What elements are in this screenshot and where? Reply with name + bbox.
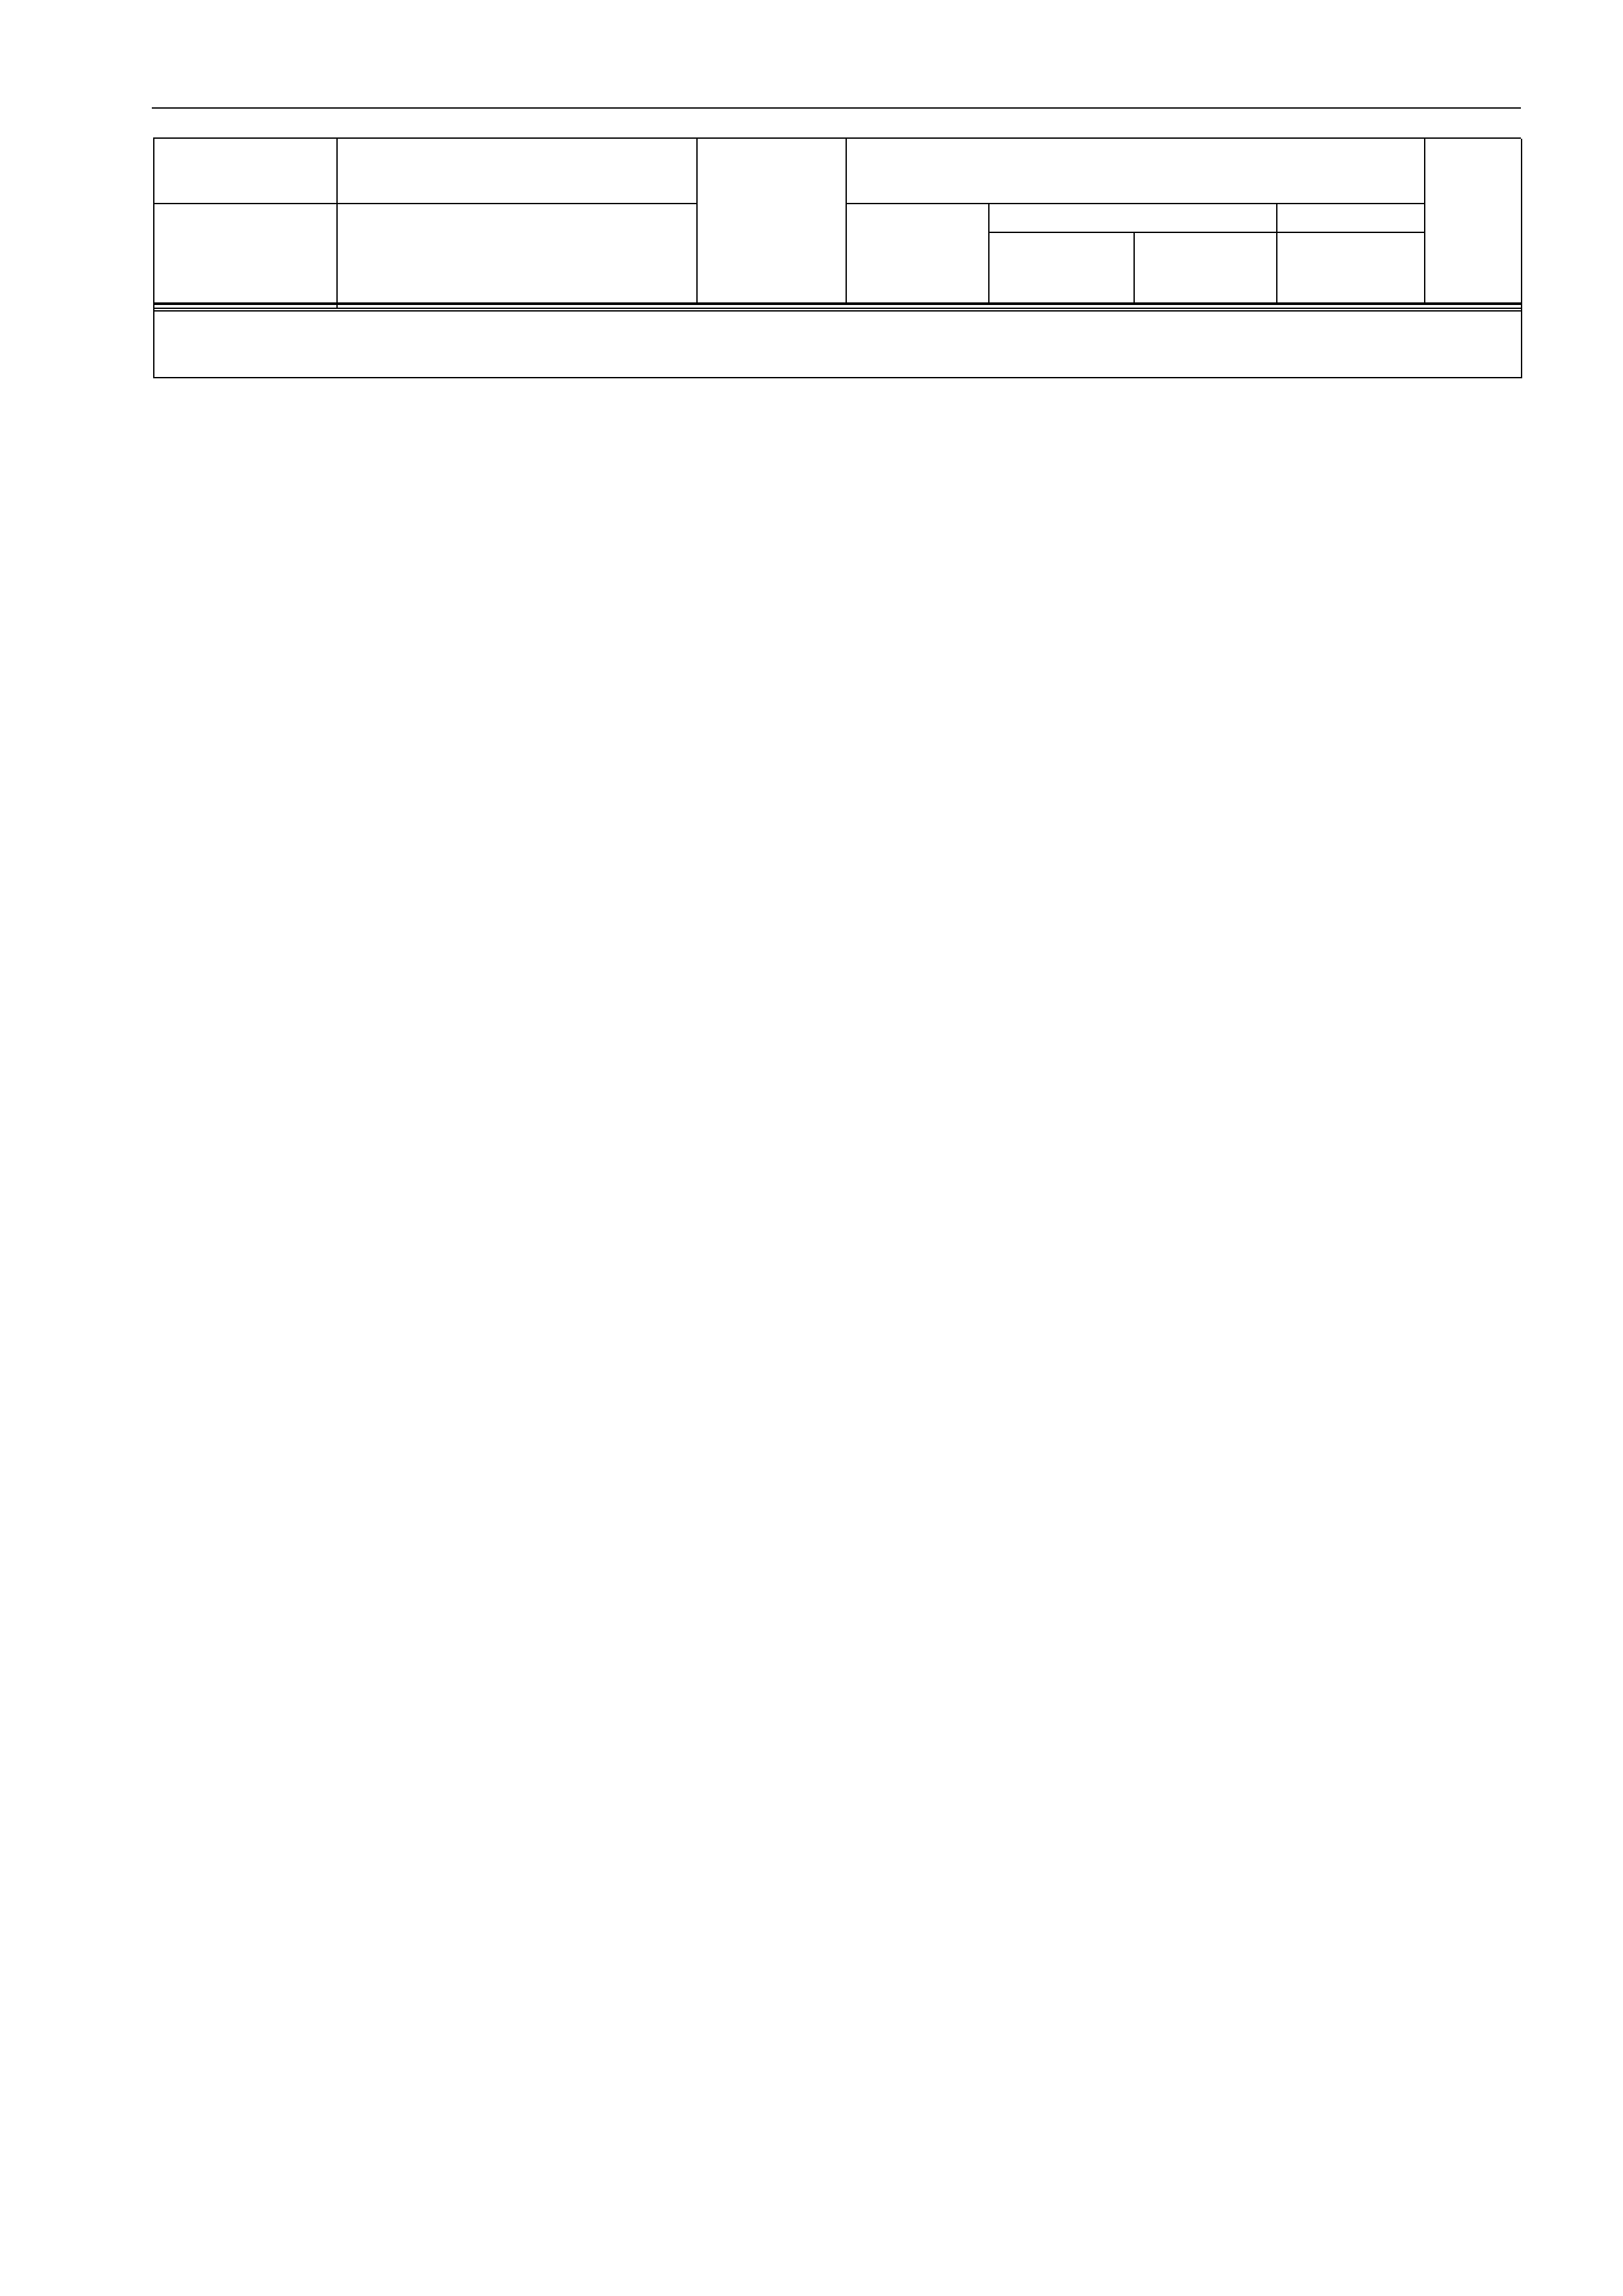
header-machines-total (990, 233, 1135, 304)
header-material-consumption (1277, 233, 1425, 304)
header-labor (1425, 139, 1522, 304)
empty-cell (154, 350, 338, 378)
header-including (847, 139, 1425, 204)
table-title (154, 312, 1522, 350)
header-code-materials (154, 204, 338, 304)
table-header (154, 139, 1521, 304)
header-name (338, 139, 698, 204)
header-wages (847, 204, 990, 304)
header-direct-costs (698, 139, 847, 304)
header-materials (1277, 204, 1425, 233)
header-machines (990, 204, 1277, 233)
table-title-row (154, 312, 1521, 350)
header-code (154, 139, 338, 204)
meter-row (154, 350, 1521, 378)
meter (338, 350, 1522, 378)
header-name-materials (338, 204, 698, 304)
header-machines-wages (1135, 233, 1277, 304)
running-title (152, 71, 1521, 109)
price-table (153, 137, 1521, 378)
